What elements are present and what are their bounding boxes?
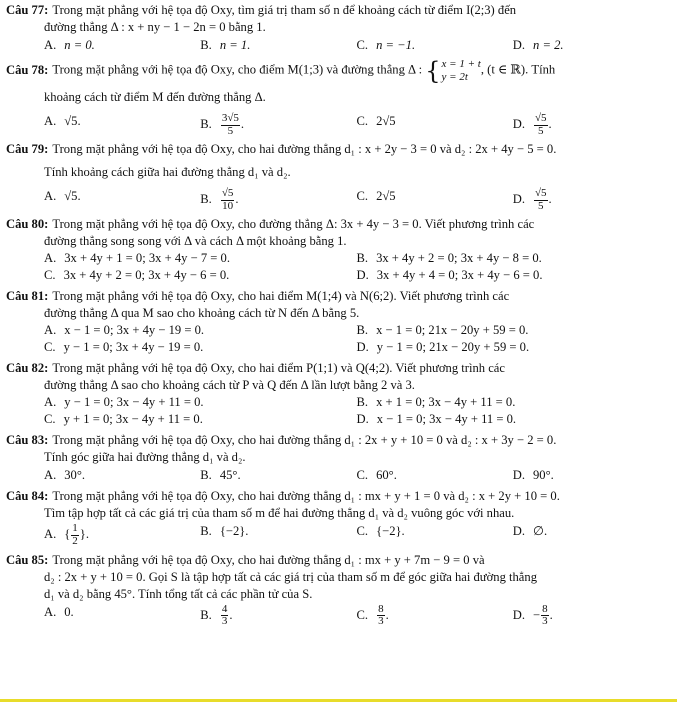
question-text: Trong mặt phẳng với hệ tọa độ Oxy, cho hai đường thẳng d₁ : x + 2y − 3 = 0 và d₂ : 2x + 4y − 5 = 0. — [52, 142, 557, 157]
question-78 — [6, 58, 669, 137]
option-b[interactable]: B. x + 1 = 0; 3x − 4y + 11 = 0. — [356, 395, 516, 410]
question-number: Câu 81: — [6, 289, 49, 304]
question-text: Trong mặt phẳng với hệ tọa độ Oxy, cho hai điểm M(1;4) và N(6;2). Viết phương trình các — [52, 289, 510, 304]
question-84 — [6, 488, 669, 547]
fraction: $\frac{√5}{5}$ — [535, 187, 547, 212]
fraction: $\frac{4}{3}$ — [221, 602, 228, 628]
question-77 — [6, 2, 669, 54]
bottom-highlight-rule — [0, 699, 677, 702]
question-text: Trong mặt phẳng với hệ tọa độ Oxy, cho hai đường thẳng d₁ : mx + y + 1 = 0 và d₂ : x + 2y + 10 = 0. — [52, 489, 560, 504]
option-c[interactable]: C. 2√5 — [356, 189, 396, 204]
question-text: Trong mặt phẳng với hệ tọa độ Oxy, tìm giá trị tham số n để khoảng cách từ điểm I(2;3) đến — [52, 3, 517, 17]
option-b[interactable]: B. 3x + 4y + 2 = 0; 3x + 4y − 8 = 0. — [356, 251, 542, 266]
option-a[interactable]: A. √5. — [44, 189, 81, 204]
option-d[interactable]: D. 90°. — [512, 468, 554, 483]
question-text-continued: d₂ : 2x + y + 10 = 0. Gọi S là tập hợp tất cả các giá trị của tham số m để góc giữa hai đường thẳng — [44, 569, 537, 584]
question-number: Câu 84: — [6, 489, 49, 504]
option-a[interactable]: A. 30°. — [44, 468, 86, 483]
fraction: $\frac{8}{3}$ — [378, 602, 384, 628]
question-number: Câu 85: — [6, 552, 49, 567]
option-b[interactable]: B. n = 1. — [200, 38, 251, 52]
option-c[interactable]: C. $\frac{8}{3}$ . — [356, 602, 389, 628]
question-number: Câu 80: — [6, 217, 49, 232]
fraction: $\frac{3√5}{5}$ — [221, 112, 239, 137]
question-text: Trong mặt phẳng với hệ tọa độ Oxy, cho hai điểm P(1;1) và Q(4;2). Viết phương trình các — [52, 361, 505, 376]
option-d[interactable]: D. n = 2. — [512, 38, 564, 52]
options — [6, 394, 669, 428]
question-text-continued: đường thẳng Δ : x + ny − 1 − 2n = 0 bằng 1. — [44, 20, 266, 34]
question-text-tail: , (t ∈ ℝ). Tính — [480, 62, 556, 77]
option-c[interactable]: C. {−2}. — [356, 524, 405, 539]
option-b[interactable]: B. $\frac{3√5}{5}$ . — [200, 112, 245, 137]
option-a[interactable]: A. n = 0. — [44, 38, 95, 52]
question-text-continued: Tìm tập hợp tất cả các giá trị của tham số m để hai đường thẳng d₁ và d₂ vuông góc với nhau. — [44, 506, 515, 521]
option-c[interactable]: C. 2√5 — [356, 114, 396, 129]
option-d[interactable]: D. x − 1 = 0; 3x − 4y + 11 = 0. — [356, 412, 517, 427]
question-number: Câu 79: — [6, 142, 49, 157]
question-text: Trong mặt phẳng với hệ tọa độ Oxy, cho hai đường thẳng d₁ : mx + y + 7m − 9 = 0 và — [52, 552, 485, 567]
option-a[interactable]: A. y − 1 = 0; 3x − 4y + 11 = 0. — [44, 395, 204, 410]
option-c[interactable]: C. n = −1. — [356, 38, 416, 52]
question-number: Câu 77: — [6, 3, 49, 17]
fraction: $\frac{1}{2}$ — [72, 522, 78, 548]
option-c[interactable]: C. 60°. — [356, 468, 397, 483]
question-text: Trong mặt phẳng với hệ tọa độ Oxy, cho đường thẳng Δ: 3x + 4y − 3 = 0. Viết phương trình các — [52, 217, 535, 232]
option-c[interactable]: C. 3x + 4y + 2 = 0; 3x + 4y − 6 = 0. — [44, 268, 230, 283]
option-d[interactable]: D. ∅. — [512, 524, 548, 539]
question-text-continued: Tính góc giữa hai đường thẳng d₁ và d₂. — [44, 450, 246, 465]
option-d[interactable]: D. − $\frac{8}{3}$ . — [512, 602, 553, 628]
option-b[interactable]: B. $\frac{√5}{10}$ . — [200, 187, 239, 212]
option-c[interactable]: C. y − 1 = 0; 3x + 4y − 19 = 0. — [44, 340, 204, 355]
options — [6, 250, 669, 284]
question-number: Câu 83: — [6, 433, 49, 448]
option-c[interactable]: C. y + 1 = 0; 3x − 4y + 11 = 0. — [44, 412, 203, 427]
option-a[interactable]: A. { $\frac{1}{2}$ }. — [44, 522, 89, 548]
option-a[interactable]: A. √5. — [44, 114, 81, 129]
question-80 — [6, 216, 669, 284]
option-d[interactable]: D. $\frac{√5}{5}$ . — [512, 187, 552, 212]
option-a[interactable]: A. 0. — [44, 604, 74, 619]
question-text-continued: khoảng cách từ điểm M đến đường thẳng Δ. — [44, 90, 266, 105]
options — [6, 604, 669, 628]
question-text-continued: đường thẳng Δ qua M sao cho khoảng cách từ N đến Δ bằng 5. — [44, 306, 360, 321]
worksheet — [6, 2, 669, 628]
question-79 — [6, 141, 669, 212]
options — [6, 322, 669, 356]
option-b[interactable]: B. $\frac{4}{3}$ . — [200, 602, 233, 628]
options — [6, 37, 669, 54]
option-a[interactable]: A. x − 1 = 0; 3x + 4y − 19 = 0. — [44, 323, 205, 338]
options — [6, 467, 669, 484]
question-text: Trong mặt phẳng với hệ tọa độ Oxy, cho điểm M(1;3) và đường thẳng Δ : — [52, 62, 423, 77]
question-number: Câu 82: — [6, 361, 49, 376]
question-83 — [6, 432, 669, 484]
fraction: $\frac{√5}{10}$ — [221, 187, 234, 212]
question-81 — [6, 288, 669, 356]
question-text-continued: đường thẳng Δ sao cho khoảng cách từ P và Q đến Δ lần lượt bằng 2 và 3. — [44, 378, 415, 393]
option-d[interactable]: D. y − 1 = 0; 21x − 20y + 59 = 0. — [356, 340, 530, 355]
question-82 — [6, 360, 669, 428]
question-text: Trong mặt phẳng với hệ tọa độ Oxy, cho hai đường thẳng d₁ : 2x + y + 10 = 0 và d₂ : x + 3y − 2 = 0. — [52, 433, 557, 448]
options — [6, 188, 669, 212]
fraction: $\frac{8}{3}$ — [542, 602, 548, 628]
question-text-continued-2: d₁ và d₂ bằng 45°. Tính tổng tất cả các phần tử của S. — [44, 586, 313, 601]
option-b[interactable]: B. 45°. — [200, 468, 241, 483]
question-85 — [6, 552, 669, 628]
option-d[interactable]: D. 3x + 4y + 4 = 0; 3x + 4y − 6 = 0. — [356, 268, 543, 283]
question-number: Câu 78: — [6, 62, 49, 77]
fraction: $\frac{√5}{5}$ — [535, 112, 547, 137]
options — [6, 523, 669, 547]
option-b[interactable]: B. {−2}. — [200, 524, 249, 539]
question-text-continued: Tính khoảng cách giữa hai đường thẳng d₁ và d₂. — [44, 165, 291, 180]
parametric-system: { x = 1 + t y = 2t — [425, 56, 481, 85]
question-text-continued: đường thẳng song song với Δ và cách Δ một khoảng bằng 1. — [44, 234, 347, 249]
options — [6, 113, 669, 137]
option-b[interactable]: B. x − 1 = 0; 21x − 20y + 59 = 0. — [356, 323, 529, 338]
option-d[interactable]: D. $\frac{√5}{5}$ . — [512, 112, 552, 137]
option-a[interactable]: A. 3x + 4y + 1 = 0; 3x + 4y − 7 = 0. — [44, 251, 231, 266]
